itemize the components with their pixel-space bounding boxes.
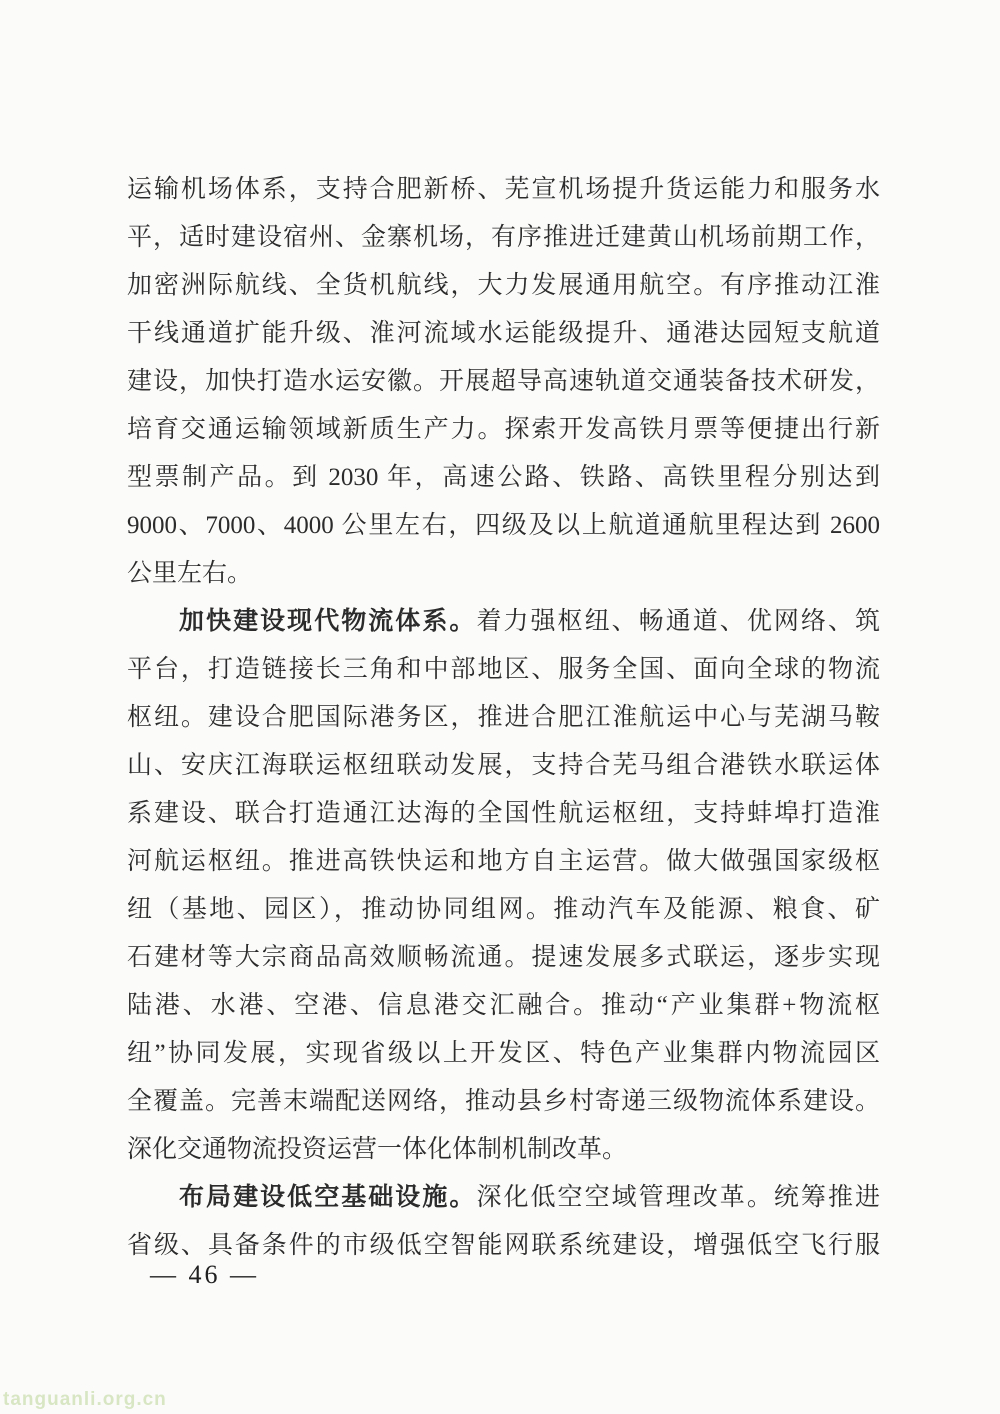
text-line — [127, 166, 880, 214]
text-line — [127, 838, 880, 886]
text-line — [127, 358, 880, 406]
text-line — [127, 310, 880, 358]
paragraph-text: 石建材等大宗商品高效顺畅流通。提速发展多式联运，逐步实现 — [127, 944, 880, 971]
paragraph-text: 省级、具备条件的市级低空智能网联系统建设，增强低空飞行服 — [127, 1232, 880, 1259]
text-line — [127, 214, 880, 262]
text-line — [127, 934, 880, 982]
watermark: tanguanli.org.cn — [3, 1389, 167, 1410]
paragraph-text: 建设，加快打造水运安徽。开展超导高速轨道交通装备技术研发， — [127, 368, 880, 395]
paragraph-text: 山、安庆江海联运枢纽联动发展，支持合芜马组合港铁水联运体 — [127, 752, 880, 779]
text-line — [127, 694, 880, 742]
text-line — [127, 1078, 880, 1126]
paragraph-text: 型票制产品。到 2030 年，高速公路、铁路、高铁里程分别达到 — [127, 464, 880, 491]
page-number: — 46 — — [150, 1260, 259, 1289]
text-line — [127, 1126, 880, 1174]
text-line — [127, 982, 880, 1030]
paragraph-text: 纽（基地、园区），推动协同组网。推动汽车及能源、粮食、矿 — [127, 896, 880, 923]
text-line — [127, 790, 880, 838]
paragraph-text: 运输机场体系，支持合肥新桥、芜宣机场提升货运能力和服务水 — [127, 176, 880, 203]
text-line — [127, 406, 880, 454]
text-line — [127, 646, 880, 694]
paragraph-text: 平，适时建设宿州、金寨机场，有序推进迁建黄山机场前期工作， — [127, 224, 880, 251]
paragraph-text: 干线通道扩能升级、淮河流域水运能级提升、通港达园短支航道 — [127, 320, 880, 347]
paragraph-text: 平台，打造链接长三角和中部地区、服务全国、面向全球的物流 — [127, 656, 880, 683]
paragraph-text: 枢纽。建设合肥国际港务区，推进合肥江淮航运中心与芜湖马鞍 — [127, 704, 880, 731]
paragraph-text: 河航运枢纽。推进高铁快运和地方自主运营。做大做强国家级枢 — [127, 848, 880, 875]
text-line — [127, 550, 880, 598]
paragraph-text: 纽”协同发展，实现省级以上开发区、特色产业集群内物流园区 — [127, 1040, 880, 1067]
paragraph-text: 着力强枢纽、畅通道、优网络、筑 — [476, 608, 880, 635]
paragraph-text: 加密洲际航线、全货机航线，大力发展通用航空。有序推动江淮 — [127, 272, 880, 299]
text-line — [127, 1030, 880, 1078]
paragraph-text: 公里左右。 — [127, 560, 253, 587]
paragraph-text: 深化低空空域管理改革。统筹推进 — [476, 1184, 880, 1211]
text-line — [127, 598, 880, 646]
text-line — [127, 262, 880, 310]
text-line — [127, 886, 880, 934]
paragraph-text: 陆港、水港、空港、信息港交汇融合。推动“产业集群+物流枢 — [127, 992, 880, 1019]
paragraph-text: 系建设、联合打造通江达海的全国性航运枢纽，支持蚌埠打造淮 — [127, 800, 880, 827]
paragraph-heading-text: 布局建设低空基础设施。 — [179, 1184, 477, 1211]
text-line — [127, 1174, 880, 1222]
paragraph-text: 全覆盖。完善末端配送网络，推动县乡村寄递三级物流体系建设。 — [127, 1088, 880, 1115]
paragraph-text: 深化交通物流投资运营一体化体制机制改革。 — [127, 1136, 628, 1163]
paragraph-heading-text: 加快建设现代物流体系。 — [179, 608, 477, 635]
text-line — [127, 502, 880, 550]
document-body — [127, 166, 880, 1270]
paragraph-text: 9000、7000、4000 公里左右，四级及以上航道通航里程达到 2600 — [127, 512, 880, 539]
paragraph-text: 培育交通运输领域新质生产力。探索开发高铁月票等便捷出行新 — [127, 416, 880, 443]
text-line — [127, 742, 880, 790]
text-line — [127, 454, 880, 502]
